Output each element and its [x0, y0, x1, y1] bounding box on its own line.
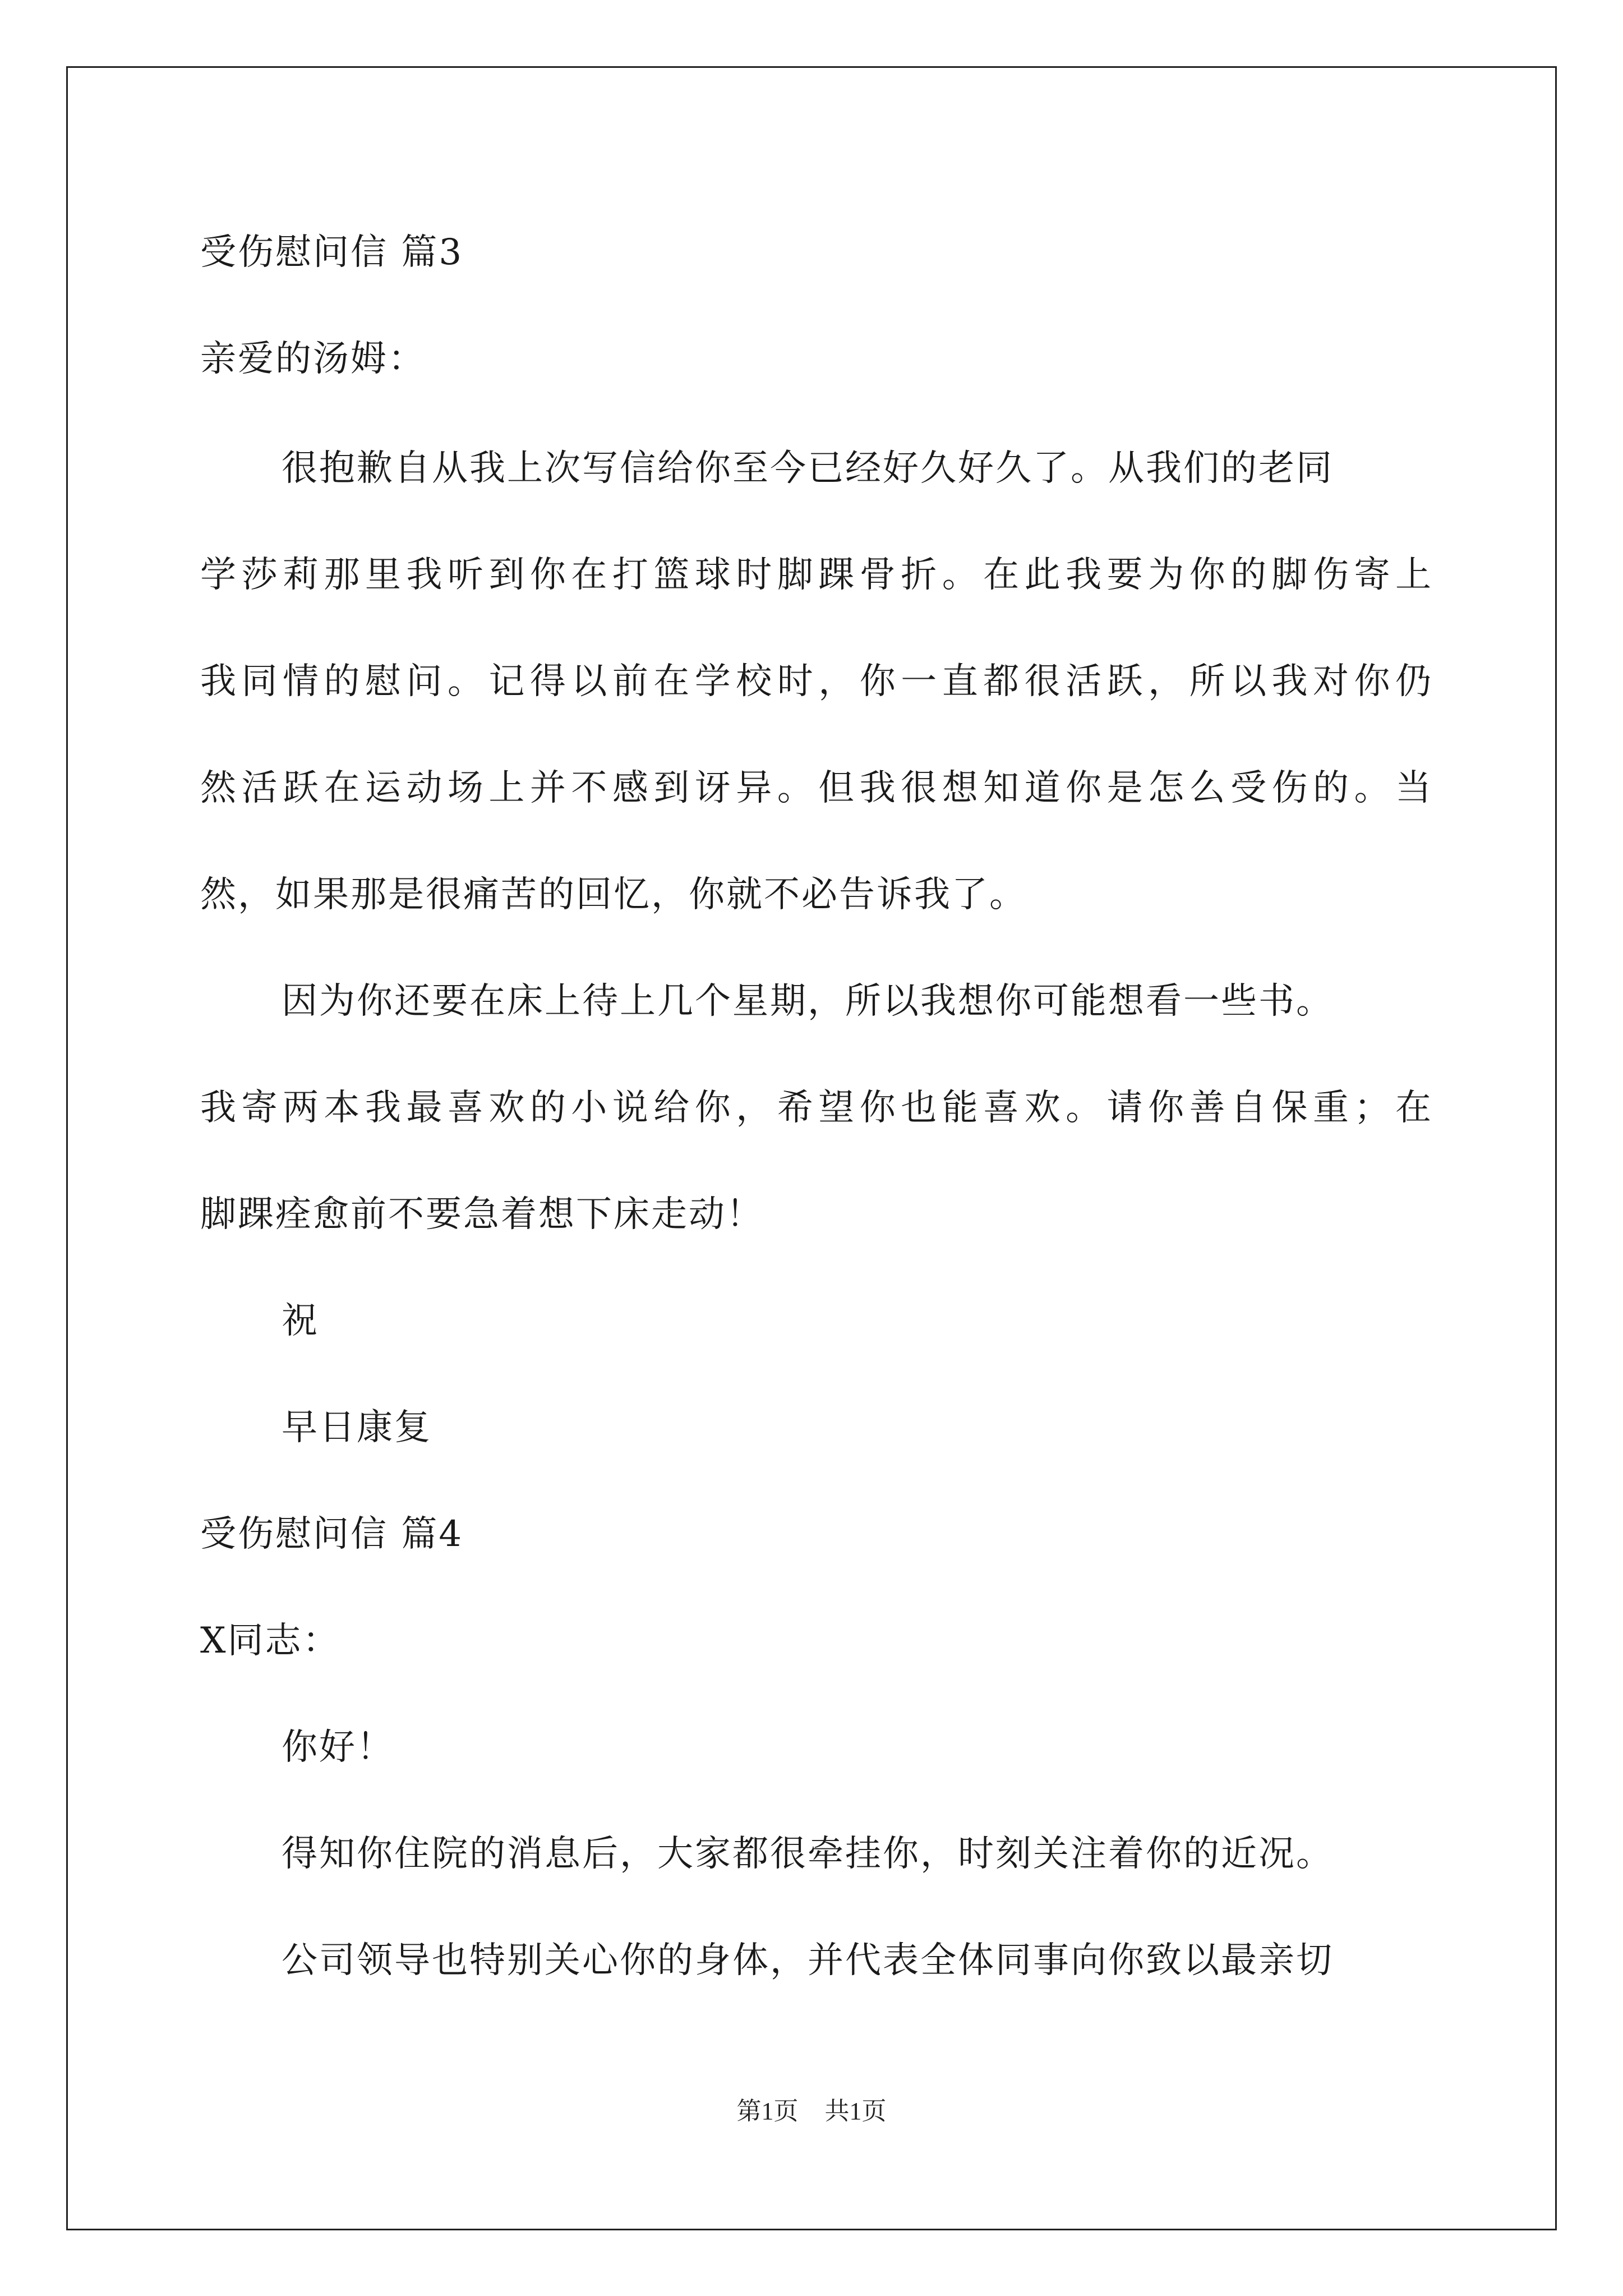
page-number-total: 共1页 [824, 2097, 887, 2125]
section-3-paragraph-1-line-1: 很抱歉自从我上次写信给你至今已经好久好久了。从我们的老同 [282, 448, 1334, 489]
section-3-greeting: 亲爱的汤姆： [200, 338, 426, 380]
section-3-closing-wish: 祝 [282, 1300, 319, 1342]
section-3-closing-recovery: 早日康复 [282, 1407, 432, 1448]
page-number-current: 第1页 [736, 2097, 799, 2125]
section-4-heading: 受伤慰问信 篇4 [200, 1513, 464, 1555]
page-footer [0, 2096, 1623, 2127]
section-3-paragraph-2-line-2: 我寄两本我最喜欢的小说给你，希望你也能喜欢。请你善自保重；在 [200, 1087, 1431, 1129]
section-3-paragraph-1-line-3: 我同情的慰问。记得以前在学校时，你一直都很活跃，所以我对你仍 [200, 661, 1431, 702]
section-3-paragraph-2-line-3: 脚踝痊愈前不要急着想下床走动！ [200, 1194, 764, 1235]
section-3-paragraph-1-line-5: 然，如果那是很痛苦的回忆，你就不必告诉我了。 [200, 874, 1027, 915]
section-4-hello: 你好！ [282, 1727, 394, 1768]
section-4-paragraph-2: 公司领导也特别关心你的身体，并代表全体同事向你致以最亲切 [282, 1940, 1334, 1981]
section-4-greeting: X同志： [200, 1620, 340, 1662]
section-3-paragraph-1-line-2: 学莎莉那里我听到你在打篮球时脚踝骨折。在此我要为你的脚伤寄上 [200, 554, 1431, 596]
section-3-paragraph-2-line-1: 因为你还要在床上待上几个星期，所以我想你可能想看一些书。 [282, 981, 1334, 1022]
section-4-paragraph-1: 得知你住院的消息后，大家都很牵挂你，时刻关注着你的近况。 [282, 1833, 1334, 1875]
page-border [66, 66, 1557, 2230]
section-3-heading: 受伤慰问信 篇3 [200, 232, 464, 273]
section-3-paragraph-1-line-4: 然活跃在运动场上并不感到讶异。但我很想知道你是怎么受伤的。当 [200, 767, 1431, 809]
